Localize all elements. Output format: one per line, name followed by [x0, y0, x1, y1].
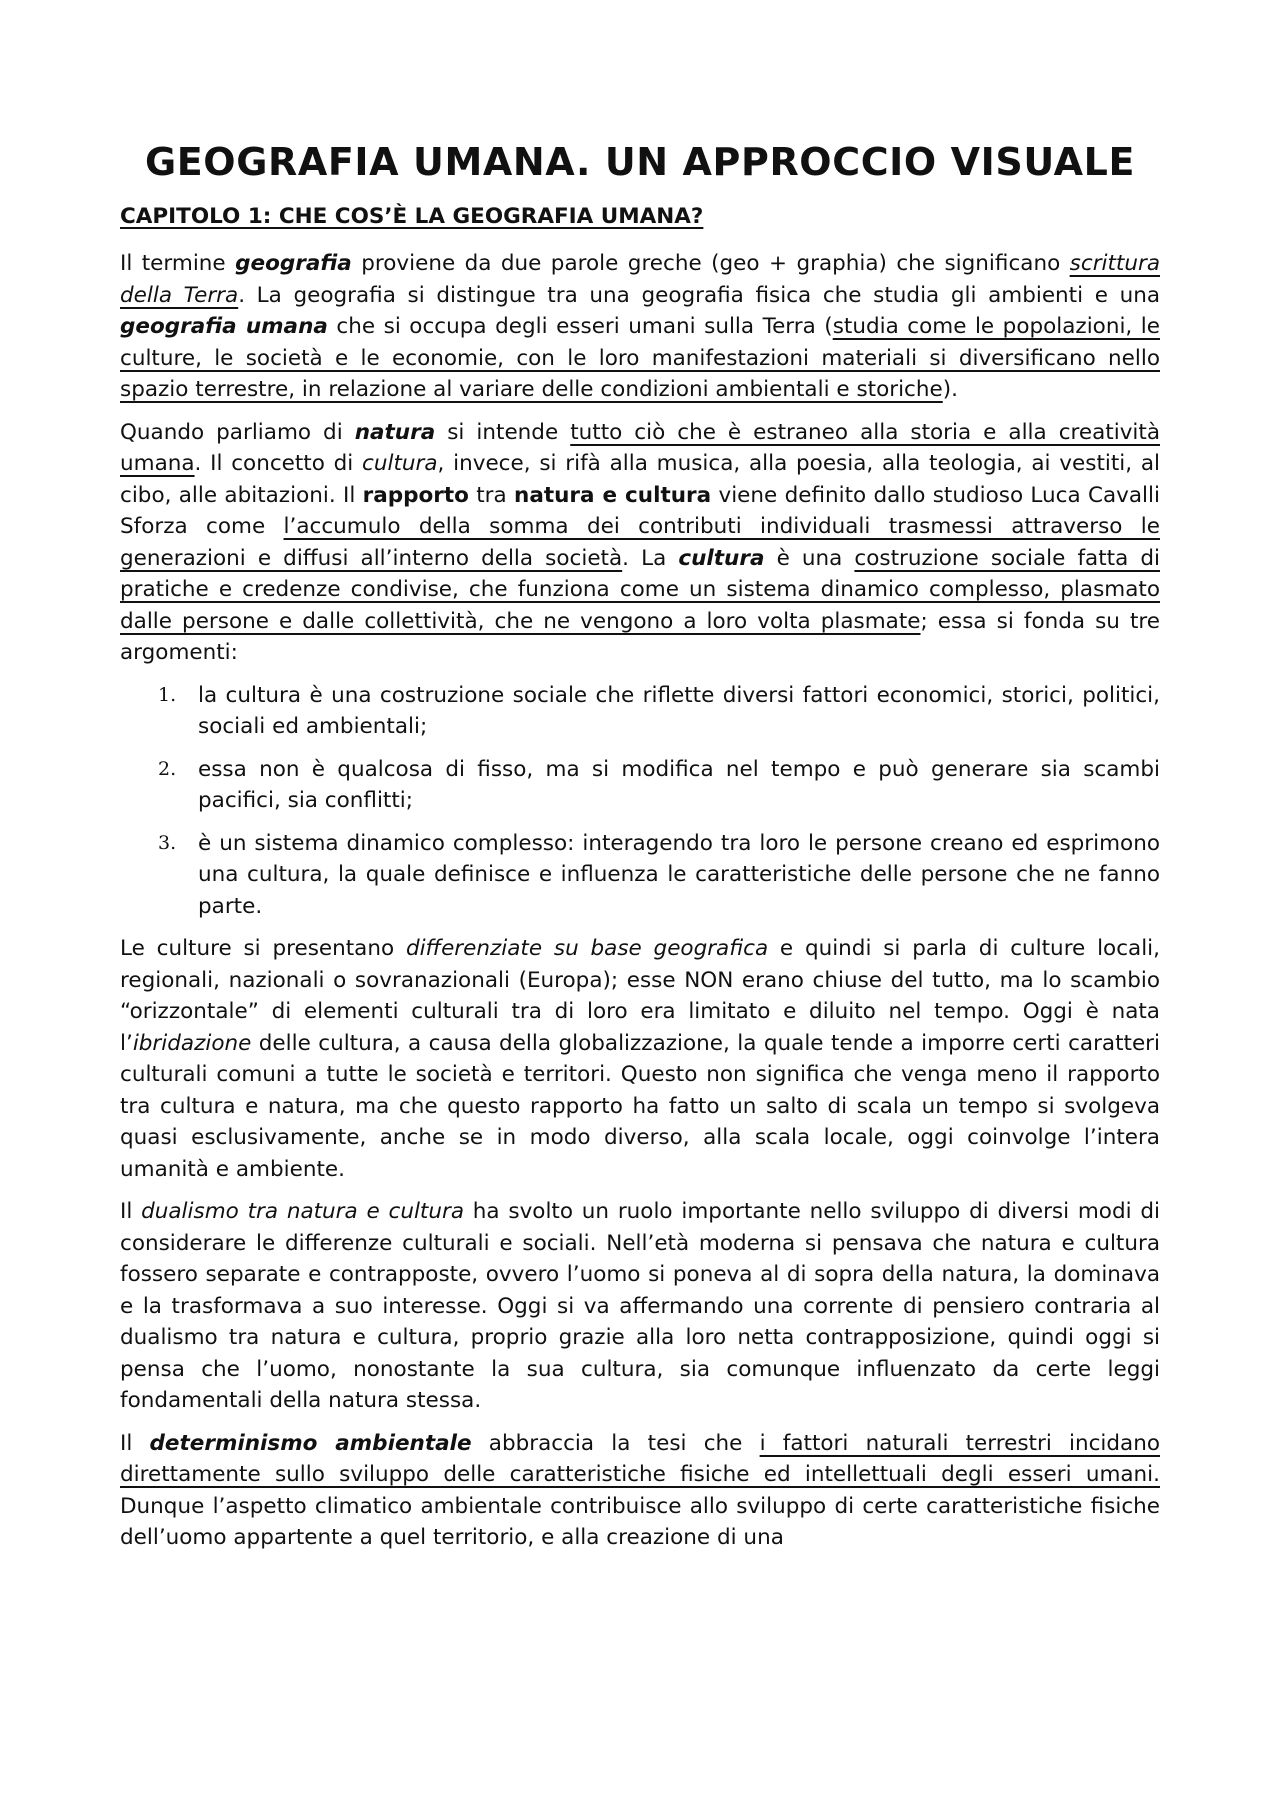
- text-run: proviene da due parole greche (geo + graphia) che significano: [351, 251, 1070, 276]
- text-run: Dunque l’aspetto climatico ambientale contribuisce allo sviluppo di certe caratteristiche fisiche dell’uomo appartente a quel territorio, e alla creazione di una: [120, 1493, 1160, 1550]
- text-run: Le culture si presentano: [120, 936, 406, 961]
- term-differenziate: differenziate su base geografica: [405, 936, 769, 961]
- text-run: che si occupa degli esseri umani sulla Terra (: [327, 314, 833, 339]
- term-rapporto: rapporto: [362, 482, 469, 508]
- underlined-definition: l’accumulo della somma dei contributi individuali trasmessi attraverso le generazioni e diffusi all’interno della società: [120, 514, 1160, 571]
- term-ibridazione: ibridazione: [132, 1030, 252, 1056]
- term-geografia-umana: geografia umana: [120, 314, 328, 339]
- paragraph-culture-geografiche: [120, 933, 1160, 1185]
- term-cultura-italic: cultura: [362, 451, 438, 476]
- paragraph-geografia: [120, 248, 1160, 406]
- text-run: . La geografia si distingue tra una geografia fisica che studia gli ambienti e una: [238, 282, 1161, 308]
- paragraph-determinismo: [120, 1428, 1160, 1554]
- paragraph-dualismo: [120, 1196, 1160, 1417]
- text-run: . Il concetto di: [194, 451, 363, 476]
- text-run: Il: [120, 1430, 150, 1456]
- numbered-list: [120, 680, 1160, 923]
- underlined-definition: costruzione sociale fatta di pratiche e credenze condivise, che funziona come un sistema dinamico complesso, plasmato dalle persone e dalle collettività, che ne vengono a loro volta plasmate: [120, 545, 1160, 634]
- text-run: ha svolto un ruolo importante nello sviluppo di diversi modi di considerare le differenze culturali e sociali. Nell’età moderna si pensava che natura e cultura fossero separate e contrapposte, ovvero l’uomo si poneva al di sopra della natura, la dominava e la trasformava a suo interesse. Oggi si va affermando una corrente di pensiero contraria al dualismo tra natura e cultura, proprio grazie alla loro netta contrapposizione, quindi oggi si pensa che l’uomo, nonostante la sua cultura, sia comunque influenzato da certe leggi fondamentali della natura stessa.: [120, 1199, 1160, 1413]
- text-run: Il termine: [120, 251, 236, 276]
- document-title: GEOGRAFIA UMANA. UN APPROCCIO VISUALE: [144, 140, 1136, 184]
- list-number: 1.: [158, 683, 177, 706]
- underlined-definition: tutto ciò che è estraneo alla storia e alla creatività umana: [120, 419, 1161, 476]
- term-cultura: cultura: [678, 545, 765, 571]
- term-determinismo-ambientale: determinismo ambientale: [149, 1430, 472, 1456]
- text-run: Quando parliamo di: [120, 419, 355, 445]
- list-item-text: la cultura è una costruzione sociale che riflette diversi fattori economici, storici, politici, sociali ed ambientali;: [198, 682, 1160, 739]
- term-natura: natura: [354, 419, 436, 445]
- underlined-definition: i fattori naturali terrestri incidano direttamente sullo sviluppo delle caratteristiche fisiche ed intellettuali degli esseri umani.: [120, 1430, 1161, 1487]
- term-natura-e-cultura: natura e cultura: [514, 482, 712, 508]
- list-number: 2.: [158, 757, 177, 780]
- text-run: Il: [120, 1199, 142, 1224]
- text-run: . La: [622, 545, 679, 571]
- list-number: 3.: [158, 831, 177, 854]
- text-run: tra: [468, 482, 515, 508]
- text-run: ).: [942, 377, 958, 402]
- list-item: [158, 680, 1160, 743]
- document-page: [120, 140, 1160, 1565]
- chapter-heading: CAPITOLO 1: CHE COS’È LA GEOGRAFIA UMANA?: [120, 204, 704, 229]
- text-run: viene definito dallo studioso Luca Cavalli Sforza come: [120, 482, 1160, 539]
- list-item: [158, 828, 1160, 923]
- text-run: ; essa si fonda su tre argomenti:: [120, 608, 1160, 665]
- term-dualismo: dualismo tra natura e cultura: [141, 1199, 464, 1224]
- text-run: delle cultura, a causa della globalizzazione, la quale tende a imporre certi caratteri culturali comuni a tutte le società e territori. Questo non significa che venga meno il rapporto tra cultura e natura, ma che questo rapporto ha fatto un salto di scala un tempo si svolgeva quasi esclusivamente, anche se in modo diverso, alla scala locale, oggi coinvolge l’intera umanità e ambiente.: [120, 1030, 1160, 1182]
- list-item: [158, 754, 1160, 817]
- text-run: e quindi si parla di culture locali, regionali, nazionali o sovranazionali (Europa); esse NON erano chiuse del tutto, ma lo scambio “orizzontale” di elementi culturali tra di loro era limitato e diluito nel tempo. Oggi è nata l’: [120, 936, 1160, 1056]
- list-item-text: è un sistema dinamico complesso: interagendo tra loro le persone creano ed esprimono una cultura, la quale definisce e influenza le caratteristiche delle persone che ne fanno parte.: [198, 830, 1160, 919]
- paragraph-natura-cultura: [120, 417, 1160, 669]
- term-scrittura-della-terra: scrittura della Terra: [120, 251, 1161, 308]
- underlined-definition: studia come le popolazioni, le culture, le società e le economie, con le loro manifestazioni materiali si diversificano nello spazio terrestre, in relazione al variare delle condizioni ambientali e storiche: [120, 314, 1160, 402]
- text-run: si intende: [435, 419, 571, 445]
- text-run: abbraccia la tesi che: [471, 1430, 760, 1456]
- text-run: , invece, si rifà alla musica, alla poesia, alla teologia, ai vestiti, al cibo, alle abitazioni. Il: [120, 451, 1160, 508]
- term-geografia: geografia: [235, 251, 352, 276]
- text-run: è una: [764, 545, 855, 571]
- list-item-text: essa non è qualcosa di fisso, ma si modifica nel tempo e può generare sia scambi pacifici, sia conflitti;: [198, 756, 1160, 813]
